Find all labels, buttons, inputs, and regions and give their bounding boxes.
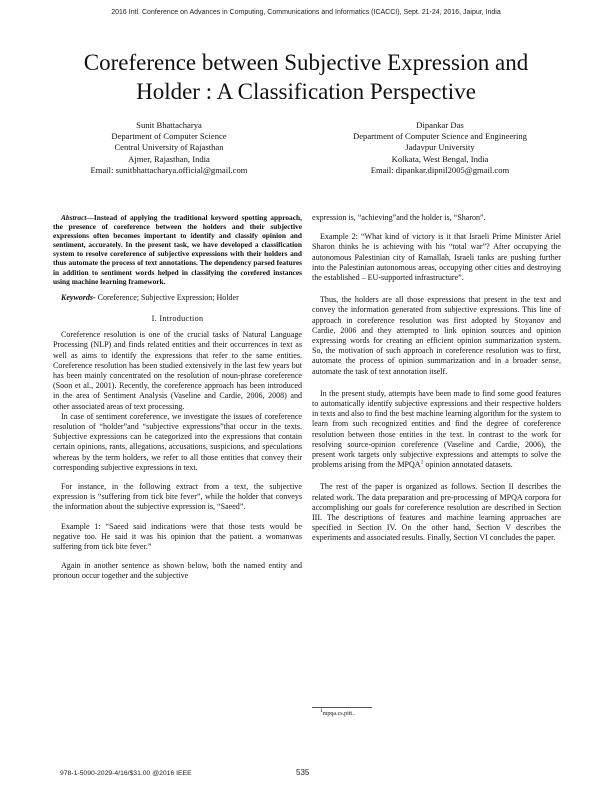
keywords-text: Coreference; Subjective Expression; Holder — [95, 292, 239, 302]
author-name: Sunit Bhattacharya — [136, 120, 202, 130]
footnote — [320, 708, 356, 717]
author-block-2 — [308, 120, 572, 176]
paragraph: Thus, the holders are all those expressions that present in the text and convey the information generated from subjective expressions. This line of approach in coreference resolution was first adopted by Stoyanov and Cardie, 2006 and they attempted to link opinion sources and opinion expressing words for creating an efficient opinion summarization system. So, the motivation of such approach in coreference resolution was to first, automate the process of opinion summarization and in a broader sense, automate the task of text annotation itself. — [312, 295, 561, 376]
author-department: Department of Computer Science and Engineering — [353, 131, 527, 142]
keywords-label: Keywords- — [61, 292, 96, 302]
paragraph: In case of sentiment coreference, we investigate the issues of coreference resolution of “holder”and “subjective expressions”that occur in the texts. Subjective expressions can be categorized into the expressions that contain certain opinions, rants, allegations, accusations, suspicions, and speculations whereas by the term holders, we refer to all those entities that convey their corresponding subjective expressions in text. — [53, 411, 302, 472]
author-email: Email: sunitbhattacharya.official@gmail.com — [90, 164, 248, 175]
abstract-text: Instead of applying the traditional keyword spotting approach, the presence of coreference between the holders and their subjective expressions often becomes important to identify and classify opinion and sentiment, accurately. In the present task, we have developed a classification system to resolve coreference of subjective expressions with their holders and thus automate the process of text annotations. The dependency parsed features in addition to sentiment words helped in classifying the corefered instances using machine learning framework. — [53, 213, 302, 286]
footnote-text: mpqa.cs.pitt.. — [322, 711, 356, 717]
left-column — [53, 213, 302, 582]
section-heading: I. Introduction — [151, 313, 204, 323]
isbn-line: 978-1-5090-2029-4/16/$31.00 @2016 IEEE — [60, 770, 192, 777]
paragraph: For instance, in the following extract from a text, the subjective expression is “suffering from tick bite fever”, while the holder that conveys the information about the subjective expression is, “Saeed”. — [53, 482, 302, 512]
author-block-1 — [40, 120, 298, 176]
footnote-marker: 1 — [420, 459, 424, 466]
paragraph: The rest of the paper is organized as follows. Section II describes the related work. The data preparation and pre-processing of MPQA corpora for accomplishing our goals for coreference resolution are described in Section III. The descriptions of features and machine learning approaches are specified in Section IV. On the other hand, Section V describes the experiments and associated results. Finally, Section VI concludes the paper. — [312, 482, 561, 543]
author-university: Central University of Rajasthan — [114, 142, 224, 153]
footnote-number: 1 — [320, 708, 323, 714]
paragraph: expression is, “achieving”and the holder is, “Sharon”. — [312, 213, 486, 222]
paragraph: Coreference resolution is one of the crucial tasks of Natural Language Processing (NLP) and finds related entities and their occurrences in text as well as aims to identify the expressions that refer to the same entities. Coreference resolution has been studied extensively in the last few years but has been mainly concentrated on the resolution of noun-phrase coreference (Soon et al., 2001). Recently, the coreference approach has been introduced in the area of Sentiment Analysis (Vaseline and Cardie, 2006, 2008) and other associated areas of text processing. — [53, 330, 302, 411]
title-line-2: Holder : A Classification Perspective — [136, 79, 476, 104]
author-name: Dipankar Das — [416, 120, 464, 130]
abstract — [53, 213, 302, 286]
conference-header: 2016 Intl. Conference on Advances in Computing, Communications and Informatics (ICACCI), Sept. 21-24, 2016, Jaipur, India — [111, 9, 501, 16]
page-number: 535 — [296, 768, 310, 777]
paragraph — [312, 389, 561, 471]
paragraph-text: In the present study, attempts have been made to find some good features to automatically identify subjective expressions and their respective holders in texts and also to find the best machine learning algorithm for the system to learn from such recognized entities and find the degree of coreference resolution between those entities in the text. In contrast to the work for resolving source-opinion coreference (Vaseline and Cardie, 2006), the present work targets only subjective expressions and attempts to solve the problems arising from the MPQA — [312, 388, 561, 470]
paragraph: Example 2: “What kind of victory is it that Israeli Prime Minister Ariel Sharon thinks he is achieving with his “total war”? After occupying the autonomous Palestinian city of Ramallah, Israeli tanks are pushing further into the Palestinian autonomous areas, occupying other cities and destroying the established – EU-supported infrastructure”. — [312, 232, 561, 283]
right-column — [312, 213, 561, 544]
paragraph-tail: opinion annotated datasets. — [423, 460, 513, 470]
author-city: Ajmer, Rajasthan, India — [128, 153, 210, 164]
title-line-1: Coreference between Subjective Expression and — [83, 50, 529, 75]
author-city: Kolkata, West Bengal, India — [391, 153, 489, 164]
author-department: Department of Computer Science — [111, 131, 227, 142]
author-email: Email: dipankar.dipnil2005@gmail.com — [370, 164, 510, 175]
author-university: Jadavpur University — [405, 142, 475, 153]
paragraph: Example 1: “Saeed said indications were that those tests would be negative too. He said it was his opinion that the patient. a womanwas suffering from tick bite fever.” — [53, 521, 302, 552]
abstract-label: Abstract— — [61, 213, 94, 222]
paper-title — [40, 48, 572, 106]
paragraph: Again in another sentence as shown below, both the named entity and pronoun occur together and the subjective — [53, 561, 302, 581]
keywords — [53, 293, 302, 303]
